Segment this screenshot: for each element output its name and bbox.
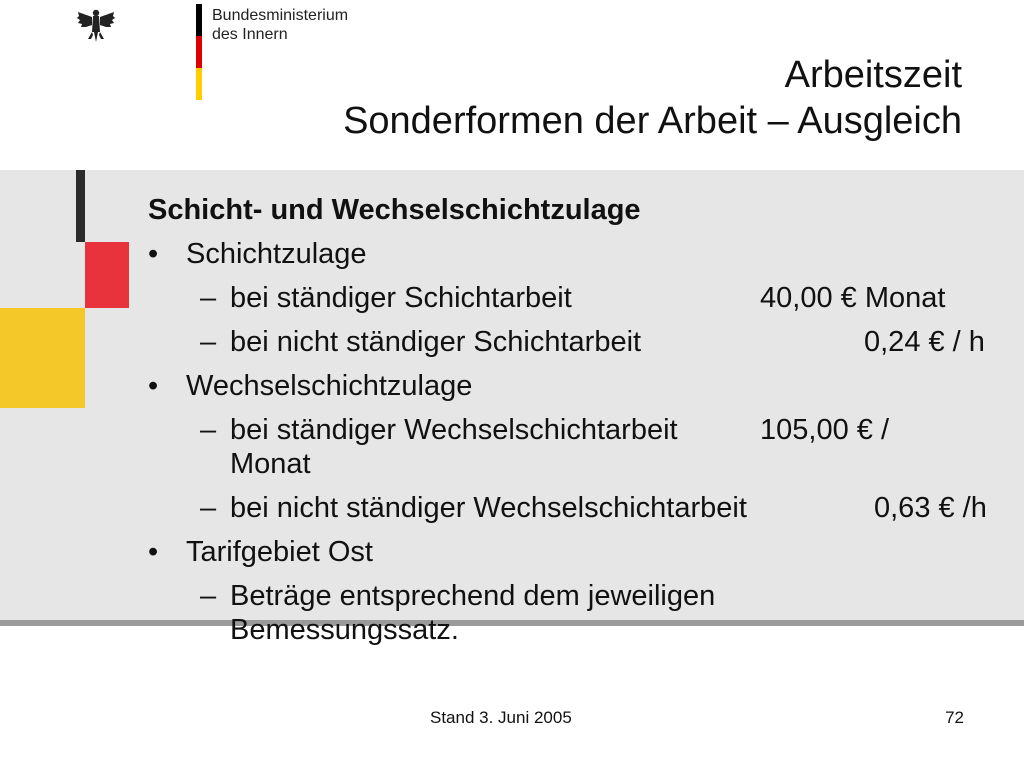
sub-item-label: bei ständiger Wechselschichtarbeit	[230, 414, 678, 446]
sub-item-amount: 0,63 € /h	[874, 492, 987, 524]
sub-item	[148, 408, 1018, 486]
page-number: 72	[945, 708, 964, 727]
bullet-mark: •	[148, 238, 159, 270]
flag-stripe-red	[196, 36, 202, 68]
content-heading: Schicht- und Wechselschichtzulage	[148, 194, 641, 226]
dash-mark: –	[200, 282, 217, 314]
ministry-name-line2: des Innern	[212, 26, 288, 43]
sub-item	[148, 276, 1018, 320]
dash-mark: –	[200, 580, 217, 612]
sub-item	[148, 320, 1018, 364]
bullet-item	[148, 530, 1018, 574]
bullet-item	[148, 364, 1018, 408]
slide-title-line2: Sonderformen der Arbeit – Ausgleich	[343, 100, 962, 142]
sub-item-label: bei nicht ständiger Wechselschichtarbeit	[230, 492, 747, 524]
yellow-accent-block	[0, 308, 85, 408]
bullet-mark: •	[148, 536, 159, 568]
bullet-label: Wechselschichtzulage	[186, 370, 473, 402]
dark-accent-block	[76, 170, 85, 242]
ministry-logo	[76, 4, 349, 100]
bullet-item	[148, 232, 1018, 276]
sub-item	[148, 486, 1018, 530]
sub-item	[148, 574, 1018, 652]
ministry-name	[212, 6, 348, 44]
flag-stripe-gold	[196, 68, 202, 100]
sub-item-label: bei nicht ständiger Schichtarbeit	[230, 326, 642, 358]
bullet-mark: •	[148, 370, 159, 402]
bullet-label: Schichtzulage	[186, 238, 367, 270]
flag-stripe-black	[196, 4, 202, 36]
footer-date: Stand 3. Juni 2005	[430, 708, 572, 727]
sub-item-amount: 105,00 € /	[760, 414, 889, 446]
ministry-name-line1: Bundesministerium	[212, 7, 349, 24]
sub-item-amount-continuation: Monat	[230, 448, 311, 480]
dash-mark: –	[200, 326, 217, 358]
sub-item-label: Beträge entsprechend dem jeweiligen Bemessungssatz.	[230, 580, 716, 646]
sub-item-amount: 0,24 € / h	[864, 326, 985, 358]
slide-title	[343, 52, 962, 144]
slide-title-line1: Arbeitszeit	[784, 54, 962, 96]
german-flag-bar	[196, 4, 202, 100]
dash-mark: –	[200, 492, 217, 524]
federal-eagle-icon	[76, 6, 116, 46]
bullet-label: Tarifgebiet Ost	[186, 536, 373, 568]
sub-item-label: bei ständiger Schichtarbeit	[230, 282, 572, 314]
dash-mark: –	[200, 414, 217, 446]
slide-content	[148, 188, 1018, 652]
sub-item-amount: 40,00 € Monat	[760, 282, 946, 314]
red-accent-block	[85, 242, 129, 308]
